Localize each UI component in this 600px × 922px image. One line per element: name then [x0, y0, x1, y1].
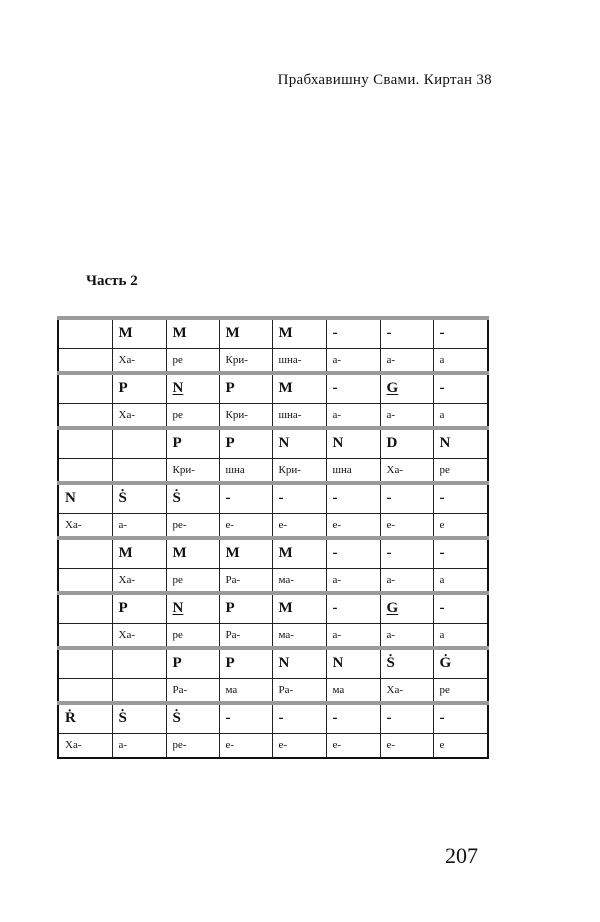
note-cell: - [433, 483, 488, 513]
notation-table [57, 316, 489, 759]
lyric-cell: шна [219, 458, 272, 483]
note-cell: M [166, 538, 219, 568]
note-cell [58, 648, 112, 678]
lyrics-row [58, 513, 488, 538]
note-cell: - [380, 703, 433, 733]
lyric-cell: ре- [166, 733, 219, 758]
note-cell: N [326, 428, 380, 458]
note-cell: P [166, 648, 219, 678]
note-cell [112, 428, 166, 458]
lyric-cell: е- [219, 513, 272, 538]
lyric-cell [112, 458, 166, 483]
lyric-cell: е- [380, 733, 433, 758]
lyric-cell: ре [166, 403, 219, 428]
lyric-cell: е- [326, 733, 380, 758]
note-cell: P [112, 593, 166, 623]
lyric-cell: Ха- [380, 678, 433, 703]
note-cell: - [433, 373, 488, 403]
lyric-cell: Ха- [58, 733, 112, 758]
note-cell: P [219, 648, 272, 678]
note-cell: - [272, 483, 326, 513]
lyric-cell: ре [433, 678, 488, 703]
lyric-cell: ма [219, 678, 272, 703]
note-cell: P [112, 373, 166, 403]
lyric-cell: Кри- [272, 458, 326, 483]
note-cell: M [219, 318, 272, 348]
lyric-cell: а- [326, 348, 380, 373]
note-cell: Ṡ [166, 703, 219, 733]
note-cell: N [326, 648, 380, 678]
lyric-cell [58, 458, 112, 483]
lyric-cell: а- [112, 733, 166, 758]
note-cell: M [112, 318, 166, 348]
note-cell: - [433, 538, 488, 568]
note-cell: P [219, 428, 272, 458]
notes-row [58, 483, 488, 513]
lyric-cell: а [433, 348, 488, 373]
lyric-cell [58, 678, 112, 703]
lyric-cell: Ха- [112, 348, 166, 373]
lyrics-row [58, 348, 488, 373]
note-cell: N [166, 593, 219, 623]
note-cell: Ṡ [166, 483, 219, 513]
lyric-cell: ре- [166, 513, 219, 538]
note-cell: P [219, 373, 272, 403]
lyric-cell: ма- [272, 568, 326, 593]
note-cell [58, 538, 112, 568]
lyric-cell: ма- [272, 623, 326, 648]
notes-row [58, 703, 488, 733]
lyric-cell: ре [166, 568, 219, 593]
note-cell: - [433, 703, 488, 733]
lyric-cell [58, 403, 112, 428]
lyric-cell: шна [326, 458, 380, 483]
lyrics-row [58, 458, 488, 483]
note-cell: - [219, 483, 272, 513]
note-cell: Ṡ [112, 703, 166, 733]
note-cell [58, 373, 112, 403]
notes-row [58, 648, 488, 678]
lyric-cell: Ха- [58, 513, 112, 538]
note-cell: N [272, 428, 326, 458]
note-cell: N [433, 428, 488, 458]
note-cell: M [272, 593, 326, 623]
lyric-cell: а- [326, 623, 380, 648]
lyric-cell: шна- [272, 403, 326, 428]
lyric-cell: а- [112, 513, 166, 538]
note-cell: - [433, 318, 488, 348]
notes-row [58, 538, 488, 568]
note-cell: Ṙ [58, 703, 112, 733]
lyric-cell: е [433, 733, 488, 758]
lyric-cell: ре [166, 623, 219, 648]
note-cell: M [166, 318, 219, 348]
lyric-cell: а- [380, 568, 433, 593]
lyric-cell: ре [433, 458, 488, 483]
note-cell: M [272, 373, 326, 403]
lyrics-row [58, 568, 488, 593]
note-cell: P [219, 593, 272, 623]
notes-row [58, 593, 488, 623]
lyric-cell: Кри- [166, 458, 219, 483]
lyrics-row [58, 623, 488, 648]
lyrics-row [58, 733, 488, 758]
lyric-cell: а [433, 623, 488, 648]
note-cell: M [272, 318, 326, 348]
note-cell: - [380, 483, 433, 513]
lyric-cell [58, 623, 112, 648]
lyric-cell: Кри- [219, 403, 272, 428]
note-cell: M [272, 538, 326, 568]
lyric-cell: Ха- [112, 403, 166, 428]
lyric-cell: е- [272, 513, 326, 538]
lyrics-row [58, 403, 488, 428]
lyric-cell: Ра- [272, 678, 326, 703]
note-cell: M [112, 538, 166, 568]
notes-row [58, 318, 488, 348]
note-cell: N [58, 483, 112, 513]
lyric-cell: е [433, 513, 488, 538]
note-cell: - [219, 703, 272, 733]
note-cell [58, 593, 112, 623]
lyric-cell: Кри- [219, 348, 272, 373]
lyric-cell: ре [166, 348, 219, 373]
note-cell: G [380, 373, 433, 403]
lyric-cell: е- [326, 513, 380, 538]
lyric-cell: а- [380, 348, 433, 373]
lyrics-row [58, 678, 488, 703]
note-cell: - [326, 483, 380, 513]
note-cell: - [433, 593, 488, 623]
lyric-cell: Ха- [112, 568, 166, 593]
note-cell [112, 648, 166, 678]
lyric-cell: е- [219, 733, 272, 758]
lyric-cell [112, 678, 166, 703]
lyric-cell: а- [326, 568, 380, 593]
section-title: Часть 2 [86, 273, 138, 289]
notes-row [58, 428, 488, 458]
lyric-cell: шна- [272, 348, 326, 373]
note-cell: D [380, 428, 433, 458]
lyric-cell: ма [326, 678, 380, 703]
notes-row [58, 373, 488, 403]
note-cell: Ṡ [112, 483, 166, 513]
note-cell: - [326, 593, 380, 623]
note-cell: - [380, 538, 433, 568]
note-cell: P [166, 428, 219, 458]
page-number: 207 [445, 843, 478, 868]
lyric-cell: е- [380, 513, 433, 538]
lyric-cell: а [433, 403, 488, 428]
note-cell: N [272, 648, 326, 678]
note-cell: - [326, 373, 380, 403]
note-cell: - [380, 318, 433, 348]
note-cell: M [219, 538, 272, 568]
note-cell [58, 318, 112, 348]
note-cell: - [326, 318, 380, 348]
note-cell [58, 428, 112, 458]
lyric-cell: Ра- [166, 678, 219, 703]
note-cell: - [326, 703, 380, 733]
running-header: Прабхавишну Свами. Киртан 38 [277, 72, 492, 88]
note-cell: N [166, 373, 219, 403]
lyric-cell: а- [380, 403, 433, 428]
lyric-cell: Ра- [219, 623, 272, 648]
lyric-cell [58, 348, 112, 373]
lyric-cell: а- [326, 403, 380, 428]
lyric-cell: а [433, 568, 488, 593]
lyric-cell: Ха- [380, 458, 433, 483]
note-cell: - [326, 538, 380, 568]
notation-table-body [58, 318, 488, 758]
note-cell: - [272, 703, 326, 733]
lyric-cell: е- [272, 733, 326, 758]
lyric-cell: Ра- [219, 568, 272, 593]
note-cell: Ṡ [380, 648, 433, 678]
note-cell: Ġ [433, 648, 488, 678]
lyric-cell: Ха- [112, 623, 166, 648]
lyric-cell: а- [380, 623, 433, 648]
note-cell: G [380, 593, 433, 623]
lyric-cell [58, 568, 112, 593]
